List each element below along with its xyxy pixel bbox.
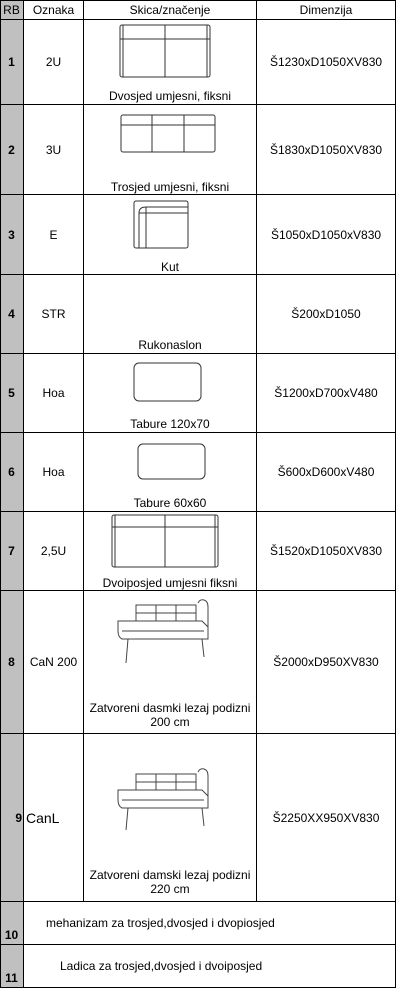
row-number — [0, 195, 24, 275]
row-number — [0, 354, 24, 433]
row-number-label: 8 — [8, 655, 15, 669]
oznaka-label: E — [49, 227, 58, 242]
dimenzija-label: Š1830xD1050XV830 — [269, 142, 383, 157]
row-number-label: 7 — [8, 544, 15, 558]
dimenzija-label: Š1200xD700xV480 — [274, 386, 378, 400]
row-number-label: 9 — [15, 810, 22, 825]
oznaka-cell — [24, 512, 84, 591]
description-label: Ladica za trosjed,dvosjed i dvoiposjed — [60, 959, 263, 973]
row-number-label: 10 — [4, 928, 19, 942]
dimenzija-cell — [257, 591, 396, 734]
sketch-cell — [84, 734, 257, 902]
dimenzija-cell — [257, 734, 396, 902]
sketch-cell — [84, 195, 257, 275]
oznaka-label: STR — [41, 307, 66, 321]
header-rb-label: RB — [3, 2, 20, 17]
sketch-caption: Trosjed umjesni, fiksni — [110, 180, 230, 194]
oznaka-cell — [24, 354, 84, 433]
row-number-label: 3 — [8, 227, 15, 242]
row-number-label: 5 — [8, 386, 15, 400]
oznaka-label: 2,5U — [40, 544, 67, 558]
dimenzija-cell — [257, 354, 396, 433]
header-rb — [0, 0, 24, 20]
oznaka-label: CaN 200 — [29, 655, 78, 669]
row-number — [0, 433, 24, 512]
dimenzija-cell — [257, 275, 396, 354]
oznaka-cell — [24, 433, 84, 512]
sketch-caption: Kut — [160, 260, 179, 274]
merged-description-cell — [24, 945, 396, 988]
dimenzija-label: Š2000xD950XV830 — [273, 655, 379, 669]
sketch-caption: Rukonaslon — [138, 338, 202, 352]
row-number — [0, 591, 24, 734]
dimenzija-cell — [257, 105, 396, 195]
row-number — [0, 734, 24, 902]
sketch-caption: Tabure 60x60 — [133, 496, 207, 510]
row-number-label: 4 — [8, 307, 15, 321]
sketch-caption: Zatvoreni dasmki lezaj podizni 200 cm — [89, 701, 251, 729]
row-number-label: 1 — [8, 55, 15, 69]
dimenzija-label: Š200xD1050 — [291, 307, 361, 321]
sketch-caption: Tabure 120x70 — [130, 417, 210, 431]
sketch-cell — [84, 591, 257, 734]
header-dimenzija — [257, 0, 396, 20]
dimenzija-label: Š1520xD1050XV830 — [269, 544, 383, 558]
oznaka-cell — [24, 105, 84, 195]
dimenzija-cell — [257, 512, 396, 591]
dimenzija-label: Š1050xD1050xV830 — [270, 227, 382, 242]
description-label: mehanizam za trosjed,dvosjed i dvopiosjed — [46, 916, 275, 930]
sketch-cell — [84, 20, 257, 105]
oznaka-cell — [24, 20, 84, 105]
sketch-cell — [84, 354, 257, 433]
row-number — [0, 105, 24, 195]
oznaka-label: CanL — [26, 809, 60, 826]
oznaka-label: 2U — [45, 55, 62, 69]
header-oznaka-label: Oznaka — [32, 2, 75, 17]
dimenzija-label: Š1230xD1050XV830 — [269, 55, 383, 69]
sketch-caption: Zatvoreni damski lezaj podizni 220 cm — [89, 868, 251, 896]
header-skica — [84, 0, 257, 20]
sketch-cell — [84, 433, 257, 512]
dimenzija-label: Š600xD600xV480 — [277, 465, 375, 479]
header-dimenzija-label: Dimenzija — [299, 2, 353, 17]
oznaka-cell — [24, 734, 84, 902]
dimenzija-cell — [257, 433, 396, 512]
row-number-label: 11 — [5, 971, 18, 985]
dimenzija-cell — [257, 195, 396, 275]
sketch-cell — [84, 275, 257, 354]
row-number — [0, 20, 24, 105]
oznaka-cell — [24, 275, 84, 354]
oznaka-cell — [24, 195, 84, 275]
row-number — [0, 275, 24, 354]
header-skica-label: Skica/značenje — [129, 2, 211, 17]
row-number-label: 2 — [8, 142, 15, 157]
row-number — [0, 512, 24, 591]
dimenzija-cell — [257, 20, 396, 105]
sketch-caption: Dvoiposjed umjesni fiksni — [102, 576, 238, 590]
row-number-label: 6 — [8, 465, 15, 479]
oznaka-label: Hoa — [42, 386, 65, 400]
row-number — [0, 902, 24, 945]
oznaka-cell — [24, 591, 84, 734]
merged-description-cell — [24, 902, 396, 945]
sketch-cell — [84, 512, 257, 591]
sketch-caption: Dvosjed umjesni, fiksni — [108, 89, 232, 103]
row-number — [0, 945, 24, 988]
dimenzija-label: Š2250XX950XV830 — [272, 810, 380, 825]
oznaka-label: Hoa — [42, 465, 65, 479]
oznaka-label: 3U — [45, 142, 62, 157]
sketch-cell — [84, 105, 257, 195]
header-oznaka — [24, 0, 84, 20]
